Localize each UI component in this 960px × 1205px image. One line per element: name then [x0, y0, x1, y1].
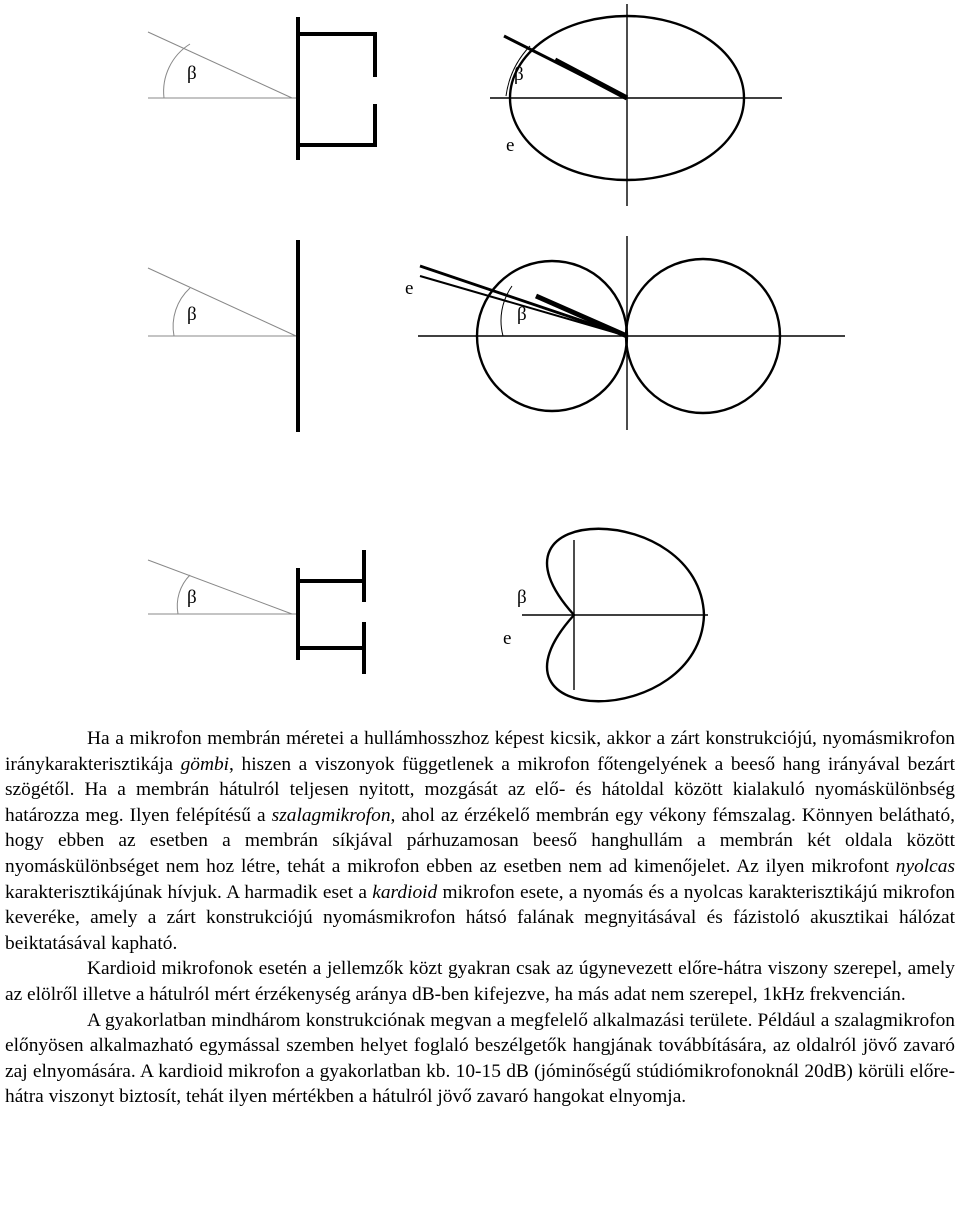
- ribbon-membrane-angle-label: β: [187, 304, 197, 325]
- paragraph-text: , ahol az érzékelő membrán egy vékony fémszalag. Könnyen belátható, hogy ebben az esetben a membrán síkjával párhuzamosan beeső hanghullám a membrán két oldala között nyomáskülönbséget nem hoz létre, tehát a mikrofon ebben az esetben nem ad kimenőjelet. Az ilyen mikrofont: [5, 804, 955, 877]
- paragraph: [5, 1008, 955, 1110]
- cardioid-capsule-angle-label: β: [187, 587, 197, 608]
- term-omnidirectional: gömbi: [180, 753, 230, 775]
- term-ribbon-microphone: szalagmikrofon: [271, 804, 391, 826]
- paragraph-text: , hiszen a viszonyok függetlenek a mikrofon főtengelyének a beeső hang irányával bezárt szögétől. Ha a membrán hátulról teljesen nyitott, mozgását az elő- és hátoldal között kialakuló nyomáskülönbség határozza meg. Ilyen felépítésű a: [5, 753, 955, 826]
- paragraph-text: mikrofon esete, a nyomás és a nyolcas karakterisztikájú mikrofon keveréke, amely a zárt konstrukciójú nyomásmikrofon hátsó falának megnyitásával és fázistoló akusztikai hálózat beiktatásával kapható.: [5, 881, 955, 954]
- term-figure-eight: nyolcas: [895, 855, 955, 877]
- figure-ribbon-microphone: [148, 236, 845, 432]
- figure-eight-edge-label: e: [405, 278, 414, 299]
- pressure-capsule-angle-label: β: [187, 63, 197, 84]
- cardioid-polar-diagram: [503, 529, 708, 702]
- paragraph: [5, 956, 955, 1007]
- figure-eight-polar-diagram: [405, 236, 845, 430]
- paragraph: [5, 726, 955, 956]
- paragraph-text: A gyakorlatban mindhárom konstrukciónak megvan a megfelelő alkalmazási területe. Például a szalagmikrofon előnyösen alkalmazható egymással szemben helyet foglaló beszélgetők hangjának továbbítására, az oldalról jövő zavaró zaj elnyomására. A kardioid mikrofon a gyakorlatban kb. 10-15 dB (jóminőségű stúdiómikrofonoknál 20dB) körüli előre-hátra viszonyt biztosít, tehát ilyen mértékben a hátulról jövő zavaró hangokat elnyomja.: [5, 1009, 955, 1108]
- figure-pressure-microphone: [148, 4, 782, 206]
- paragraph-text: Ha a mikrofon membrán méretei a hullámhosszhoz képest kicsik, akkor a zárt konstrukciójú, nyomásmikrofon iránykarakterisztikája: [5, 728, 955, 775]
- cardioid-edge-label: e: [503, 628, 512, 649]
- ribbon-membrane-diagram: [148, 240, 298, 432]
- paragraph-text: karakterisztikájúnak hívjuk. A harmadik eset a: [5, 881, 373, 903]
- cardioid-capsule-diagram: [148, 550, 364, 674]
- figure-eight-angle-label: β: [517, 304, 527, 325]
- omnidirectional-polar-diagram: [490, 4, 782, 206]
- pressure-capsule-diagram: [148, 17, 375, 160]
- paragraph-text: Kardioid mikrofonok esetén a jellemzők közt gyakran csak az úgynevezett előre-hátra viszony szerepel, amely az elölről illetve a hátulról mért érzékenység aránya dB-ben kifejezve, ha más adat nem szerepel, 1kHz frekvencián.: [5, 958, 955, 1005]
- figure-cardioid-microphone: [148, 529, 708, 702]
- body-text: [5, 726, 955, 1110]
- omnidirectional-edge-label: e: [506, 135, 515, 156]
- omnidirectional-angle-label: β: [514, 64, 524, 85]
- cardioid-angle-label: β: [517, 587, 527, 608]
- term-cardioid: kardioid: [372, 881, 438, 903]
